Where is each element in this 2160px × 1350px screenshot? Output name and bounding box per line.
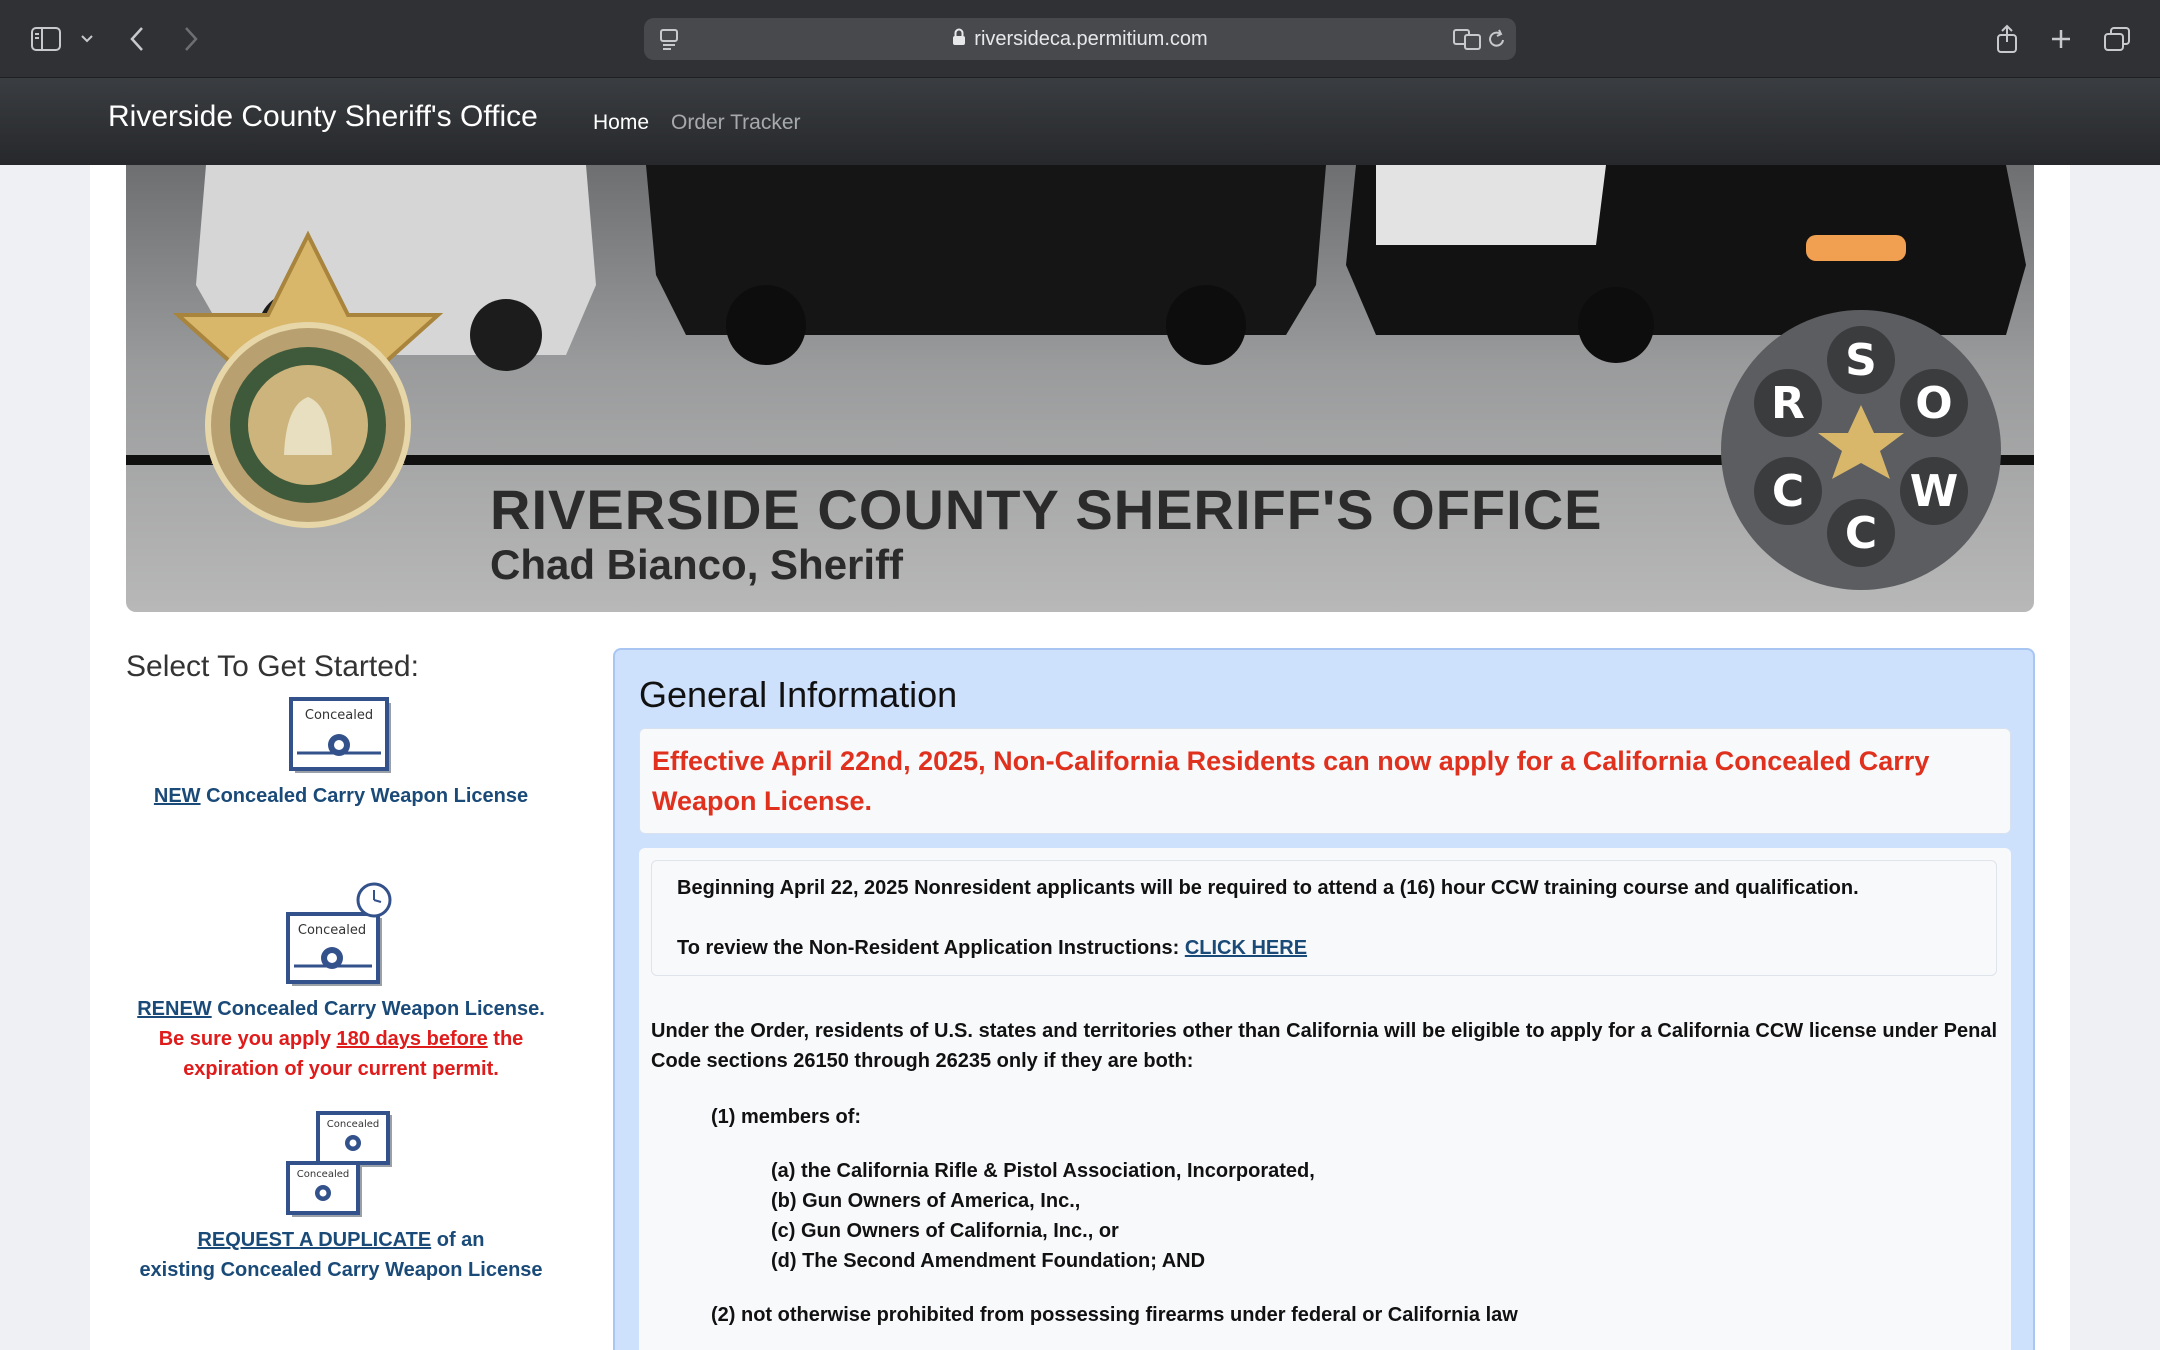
eligibility-item: (1) members of: [711, 1106, 862, 1128]
renew-days-link[interactable]: 180 days before [336, 1028, 488, 1050]
url-text[interactable]: riversideca.permitium.com [974, 28, 1208, 50]
ccw-letter: C [1771, 466, 1805, 517]
sidebar-toggle-icon[interactable] [28, 20, 64, 58]
ccw-letter: C [1844, 508, 1878, 559]
sheriff-banner [126, 165, 2034, 612]
duplicate-license-text: REQUEST A DUPLICATE of an existing Concealed Carry Weapon License [139, 1229, 543, 1281]
translate-icon[interactable] [1452, 20, 1482, 58]
order-paragraph: Under the Order, residents of U.S. states and territories other than California will be eligible to apply for a California CCW license under Penal Code sections 26150 through 26235 only if they are both: [651, 1020, 1997, 1072]
ccw-letter: W [1909, 466, 1959, 517]
training-notice-text: Beginning April 22, 2025 Nonresident applicants will be required to attend a (16) hour CCW training course and qualification. [677, 877, 1859, 899]
browser-toolbar [0, 0, 2160, 78]
back-icon[interactable] [124, 20, 150, 58]
forward-icon[interactable] [178, 20, 204, 58]
nonresident-alert [639, 728, 2011, 834]
info-body [639, 848, 2011, 1350]
chevron-down-icon[interactable] [78, 20, 96, 58]
renew-license-text: RENEW Concealed Carry Weapon License. Be sure you apply 180 days before the expiration of your current permit. [137, 998, 545, 1080]
ccw-letter: O [1915, 378, 1953, 429]
eligibility-subitem: (b) Gun Owners of America, Inc., [771, 1190, 1081, 1212]
click-here-link[interactable]: CLICK HERE [1184, 937, 1308, 959]
eligibility-subitem: (d) The Second Amendment Foundation; AND [771, 1250, 1206, 1272]
svg-text:Concealed: Concealed [297, 923, 367, 938]
tab-overview-icon[interactable] [2100, 20, 2134, 58]
eligibility-item: (2) not otherwise prohibited from possessing firearms under federal or California law [711, 1304, 1518, 1326]
door-panel [1376, 165, 1606, 245]
get-started-heading: Select To Get Started: [126, 650, 419, 683]
svg-text:Concealed: Concealed [296, 1169, 350, 1180]
instructions-line: To review the Non-Resident Application Instructions: CLICK HERE [677, 937, 1308, 959]
nav-home-link[interactable]: Home [593, 111, 650, 134]
eligibility-subitem: (c) Gun Owners of California, Inc., or [771, 1220, 1119, 1242]
nonresident-alert-text: Effective April 22nd, 2025, Non-California Residents can now apply for a California Concealed Carry Weapon License. [652, 746, 1930, 816]
eligibility-subitem: (a) the California Rifle & Pistol Association, Incorporated, [771, 1160, 1315, 1182]
duplicate-license-link[interactable]: REQUEST A DUPLICATE [197, 1229, 432, 1251]
address-bar[interactable] [644, 18, 1516, 60]
site-navbar [0, 78, 2160, 165]
svg-text:Concealed: Concealed [326, 1119, 380, 1130]
ccw-letter: R [1771, 378, 1805, 429]
svg-text:Concealed: Concealed [304, 708, 374, 723]
new-tab-icon[interactable] [2046, 20, 2076, 58]
site-brand[interactable]: Riverside County Sheriff's Office [108, 100, 538, 133]
renew-license-link[interactable]: RENEW [137, 998, 212, 1020]
banner-artwork [126, 165, 2034, 612]
general-info-panel [613, 648, 2035, 1350]
banner-subtitle: Chad Bianco, Sheriff [490, 541, 904, 588]
renew-certificate-icon[interactable] [286, 880, 396, 988]
wheel-shape [1166, 285, 1246, 365]
wheel-shape [1578, 287, 1654, 363]
general-info-title: General Information [639, 674, 958, 715]
main-content [90, 165, 2070, 1350]
ccw-letter: S [1845, 335, 1877, 386]
duplicate-license-option[interactable] [126, 1111, 556, 1285]
renew-warning: Be sure you apply 180 days before the expiration of your current permit. [158, 1028, 524, 1080]
lock-icon [952, 19, 966, 61]
wheel-shape [726, 285, 806, 365]
renew-license-option[interactable] [126, 880, 556, 1084]
new-license-option[interactable] [126, 697, 556, 811]
certificate-icon[interactable] [289, 697, 393, 775]
new-license-link[interactable]: NEW [153, 785, 201, 807]
reload-icon[interactable] [1484, 20, 1510, 58]
nav-order-tracker-link[interactable]: Order Tracker [671, 111, 801, 134]
new-license-text: NEW Concealed Carry Weapon License [153, 785, 529, 807]
training-notice [651, 860, 1997, 976]
duplicate-certificate-icon[interactable] [286, 1111, 396, 1219]
share-icon[interactable] [1992, 20, 2022, 58]
headlight [1806, 235, 1906, 261]
wheel-shape [470, 299, 542, 371]
banner-title: RIVERSIDE COUNTY SHERIFF'S OFFICE [490, 478, 1603, 541]
